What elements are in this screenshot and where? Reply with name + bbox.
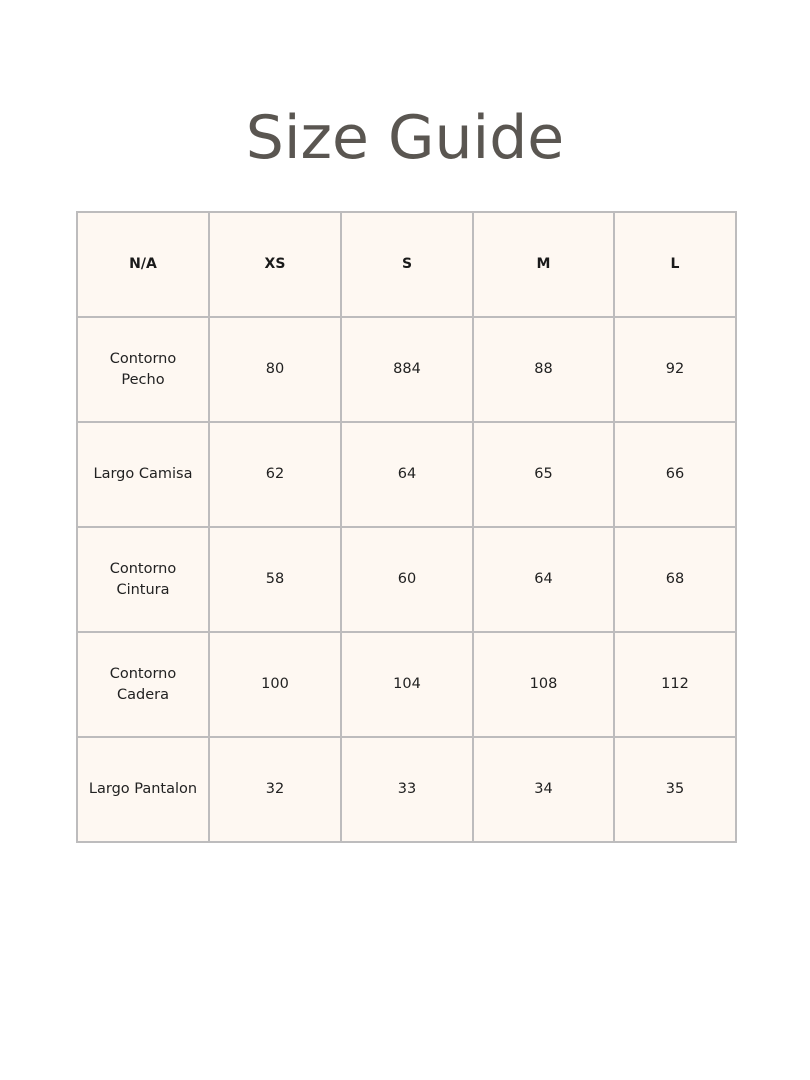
table-cell: 92	[614, 317, 736, 422]
table-row	[77, 527, 736, 632]
table-cell: 65	[473, 422, 614, 527]
table-cell: 66	[614, 422, 736, 527]
table-cell: 33	[341, 737, 473, 842]
table-cell: 112	[614, 632, 736, 737]
row-label: Contorno Cintura	[109, 560, 177, 598]
row-label-cell	[77, 317, 209, 422]
table-cell: 104	[341, 632, 473, 737]
table-row	[77, 422, 736, 527]
header-cell-xs: XS	[209, 212, 341, 317]
table-cell: 884	[341, 317, 473, 422]
header-cell-s: S	[341, 212, 473, 317]
table-row	[77, 737, 736, 842]
header-cell-m: M	[473, 212, 614, 317]
header-cell-na: N/A	[77, 212, 209, 317]
table-cell: 108	[473, 632, 614, 737]
size-table	[76, 211, 737, 843]
page-title: Size Guide	[245, 103, 565, 173]
table-row	[77, 317, 736, 422]
table-cell: 58	[209, 527, 341, 632]
table-cell: 68	[614, 527, 736, 632]
table-cell: 64	[341, 422, 473, 527]
table-row	[77, 632, 736, 737]
header-cell-l: L	[614, 212, 736, 317]
row-label-cell	[77, 527, 209, 632]
table-cell: 64	[473, 527, 614, 632]
table-cell: 60	[341, 527, 473, 632]
table-header-row	[77, 212, 736, 317]
table-cell: 35	[614, 737, 736, 842]
table-cell: 32	[209, 737, 341, 842]
table-cell: 100	[209, 632, 341, 737]
table-cell: 62	[209, 422, 341, 527]
row-label-cell	[77, 422, 209, 527]
row-label-cell	[77, 632, 209, 737]
row-label: Contorno Cadera	[109, 665, 177, 703]
table-cell: 34	[473, 737, 614, 842]
row-label: Contorno Pecho	[109, 350, 177, 388]
row-label: Largo Camisa	[93, 466, 193, 482]
table-cell: 88	[473, 317, 614, 422]
row-label-cell	[77, 737, 209, 842]
table-cell: 80	[209, 317, 341, 422]
row-label: Largo Pantalon	[88, 781, 198, 797]
